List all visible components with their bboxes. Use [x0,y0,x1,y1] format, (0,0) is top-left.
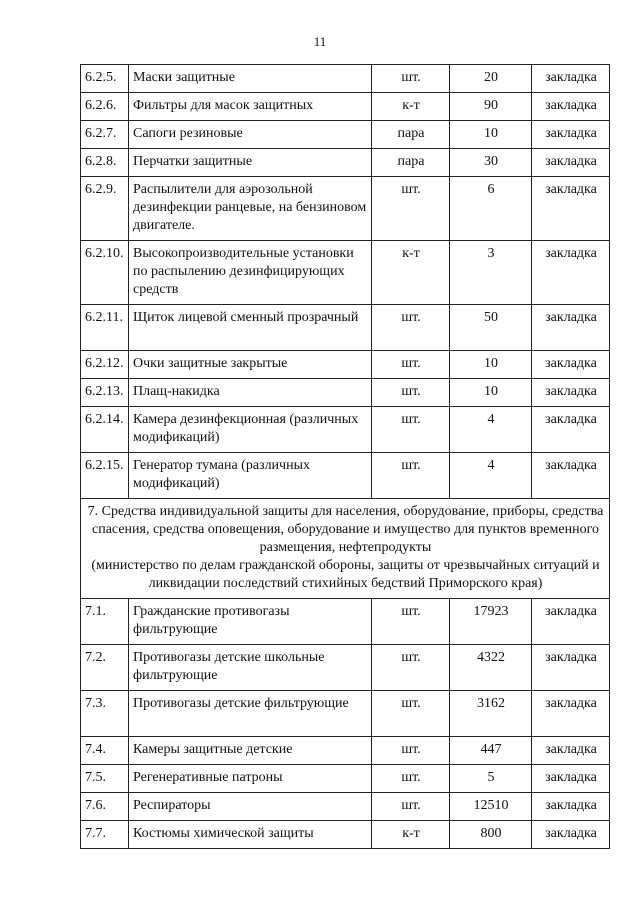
item-quantity: 20 [450,65,532,93]
item-number: 6.2.9. [81,177,129,241]
item-number: 7.5. [81,765,129,793]
item-name: Сапоги резиновые [129,121,372,149]
item-note: закладка [532,379,610,407]
item-quantity: 4 [450,453,532,499]
item-quantity: 30 [450,149,532,177]
item-note: закладка [532,305,610,351]
item-number: 7.1. [81,599,129,645]
table-row [81,241,610,305]
item-name: Плащ-накидка [129,379,372,407]
table-row [81,149,610,177]
item-note: закладка [532,65,610,93]
table-row [81,453,610,499]
item-number: 7.4. [81,737,129,765]
item-note: закладка [532,821,610,849]
item-quantity: 3162 [450,691,532,737]
table-section-7 [81,599,610,849]
item-quantity: 10 [450,379,532,407]
item-name: Перчатки защитные [129,149,372,177]
section-title: 7. Средства индивидуальной защиты для населения, оборудование, приборы, средства спасения, средства оповещения, оборудование и имущество для пунктов временного размещения, нефтепродукты [87,504,604,555]
item-quantity: 6 [450,177,532,241]
item-quantity: 4322 [450,645,532,691]
item-unit: шт. [372,351,450,379]
item-number: 7.7. [81,821,129,849]
item-number: 6.2.13. [81,379,129,407]
table-row [81,645,610,691]
item-name: Очки защитные закрытые [129,351,372,379]
item-quantity: 3 [450,241,532,305]
section-subtitle: (министерство по делам гражданской обороны, защиты от чрезвычайных ситуаций и ликвидации последствий стихийных бедствий Приморского края) [91,558,600,591]
item-note: закладка [532,407,610,453]
item-name: Респираторы [129,793,372,821]
item-unit: шт. [372,379,450,407]
item-quantity: 5 [450,765,532,793]
table-row [81,737,610,765]
table-row [81,93,610,121]
table-row [81,793,610,821]
item-name: Высокопроизводительные установки по распылению дезинфицирующих средств [129,241,372,305]
table-row [81,121,610,149]
item-name: Регенеративные патроны [129,765,372,793]
item-note: закладка [532,737,610,765]
item-unit: шт. [372,737,450,765]
item-name: Противогазы детские школьные фильтрующие [129,645,372,691]
item-name: Камера дезинфекционная (различных модификаций) [129,407,372,453]
item-name: Противогазы детские фильтрующие [129,691,372,737]
item-number: 6.2.8. [81,149,129,177]
item-number: 6.2.12. [81,351,129,379]
item-quantity: 90 [450,93,532,121]
item-number: 6.2.15. [81,453,129,499]
item-note: закладка [532,93,610,121]
item-note: закладка [532,351,610,379]
table-row [81,407,610,453]
item-name: Генератор тумана (различных модификаций) [129,453,372,499]
section-heading-cell [81,499,610,599]
item-unit: шт. [372,407,450,453]
item-number: 6.2.6. [81,93,129,121]
item-number: 6.2.5. [81,65,129,93]
item-number: 6.2.14. [81,407,129,453]
item-quantity: 800 [450,821,532,849]
item-unit: к-т [372,821,450,849]
section-header-row [81,499,610,599]
table-row [81,691,610,737]
table-row [81,765,610,793]
page-number: 11 [313,34,327,49]
table-section-6 [81,65,610,499]
item-unit: шт. [372,305,450,351]
item-unit: шт. [372,65,450,93]
item-note: закладка [532,453,610,499]
item-unit: шт. [372,645,450,691]
item-note: закладка [532,765,610,793]
item-note: закладка [532,793,610,821]
table-row [81,351,610,379]
item-unit: шт. [372,599,450,645]
item-unit: пара [372,149,450,177]
item-unit: к-т [372,241,450,305]
item-number: 7.3. [81,691,129,737]
item-number: 6.2.11. [81,305,129,351]
table-row [81,177,610,241]
table-row [81,379,610,407]
item-note: закладка [532,599,610,645]
item-note: закладка [532,149,610,177]
inventory-table [80,64,610,849]
item-unit: шт. [372,177,450,241]
item-number: 7.6. [81,793,129,821]
item-note: закладка [532,121,610,149]
item-quantity: 4 [450,407,532,453]
item-note: закладка [532,241,610,305]
item-unit: шт. [372,453,450,499]
item-quantity: 447 [450,737,532,765]
item-unit: шт. [372,691,450,737]
table-row [81,65,610,93]
item-name: Гражданские противогазы фильтрующие [129,599,372,645]
item-quantity: 50 [450,305,532,351]
table-row [81,599,610,645]
item-unit: пара [372,121,450,149]
item-note: закладка [532,177,610,241]
item-name: Маски защитные [129,65,372,93]
item-name: Камеры защитные детские [129,737,372,765]
table-section-7-header [81,499,610,599]
item-number: 6.2.7. [81,121,129,149]
item-note: закладка [532,691,610,737]
item-unit: шт. [372,793,450,821]
item-number: 6.2.10. [81,241,129,305]
item-name: Фильтры для масок защитных [129,93,372,121]
item-number: 7.2. [81,645,129,691]
item-unit: шт. [372,765,450,793]
item-name: Костюмы химической защиты [129,821,372,849]
item-name: Щиток лицевой сменный прозрачный [129,305,372,351]
item-quantity: 10 [450,351,532,379]
item-quantity: 12510 [450,793,532,821]
table-row [81,305,610,351]
item-name: Распылители для аэрозольной дезинфекции ранцевые, на бензиновом двигателе. [129,177,372,241]
item-quantity: 10 [450,121,532,149]
item-note: закладка [532,645,610,691]
item-unit: к-т [372,93,450,121]
table-row [81,821,610,849]
item-quantity: 17923 [450,599,532,645]
